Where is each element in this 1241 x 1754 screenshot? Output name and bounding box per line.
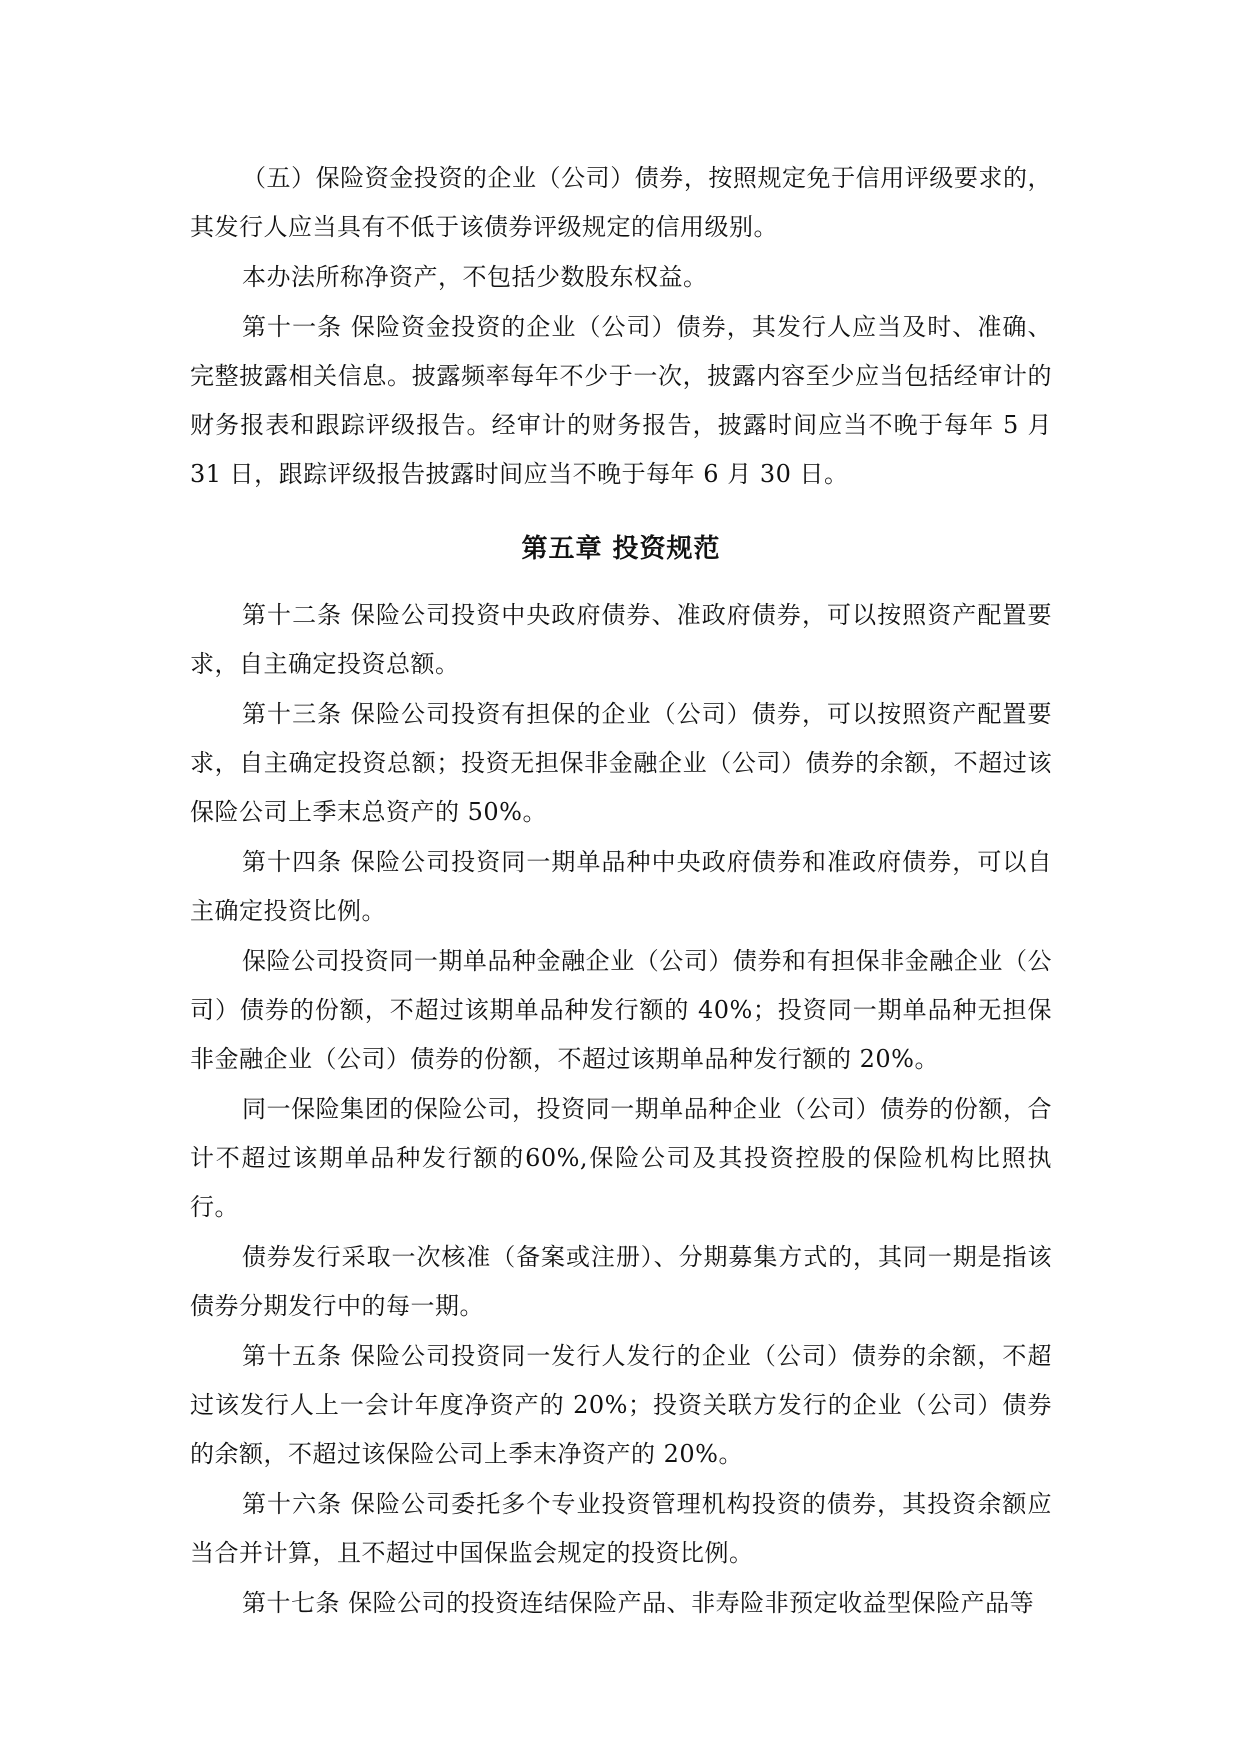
paragraph-article-11: 第十一条 保险资金投资的企业（公司）债券，其发行人应当及时、准确、完整披露相关信息。披露频率每年不少于一次，披露内容至少应当包括经审计的财务报表和跟踪评级报告。经审计的财务报告，披露时间应当不晚于每年 5 月 31 日，跟踪评级报告披露时间应当不晚于每年 6 月 30 日。 (190, 313, 1052, 488)
paragraph-article-14-part-4: 债券发行采取一次核准（备案或注册）、分期募集方式的，其同一期是指该债券分期发行中的每一期。 (190, 1243, 1052, 1320)
paragraph-article-14-part-3: 同一保险集团的保险公司，投资同一期单品种企业（公司）债券的份额，合计不超过该期单品种发行额的60%,保险公司及其投资控股的保险机构比照执行。 (190, 1095, 1052, 1221)
paragraph-net-assets-definition: 本办法所称净资产，不包括少数股东权益。 (242, 263, 708, 291)
paragraph-article-14: 第十四条 保险公司投资同一期单品种中央政府债券和准政府债券，可以自主确定投资比例。 (190, 848, 1052, 925)
paragraph-article-17: 第十七条 保险公司的投资连结保险产品、非寿险非预定收益型保险产品等 (242, 1589, 1035, 1617)
paragraph-article-14-part-2: 保险公司投资同一期单品种金融企业（公司）债券和有担保非金融企业（公司）债券的份额，不超过该期单品种发行额的 40%；投资同一期单品种无担保非金融企业（公司）债券的份额，不超过该期单品种发行额的 20%。 (190, 947, 1052, 1073)
paragraph-article-16: 第十六条 保险公司委托多个专业投资管理机构投资的债券，其投资余额应当合并计算，且不超过中国保监会规定的投资比例。 (190, 1490, 1052, 1567)
paragraph-article-13: 第十三条 保险公司投资有担保的企业（公司）债券，可以按照资产配置要求，自主确定投资总额；投资无担保非金融企业（公司）债券的余额，不超过该保险公司上季末总资产的 50%。 (190, 700, 1052, 826)
paragraph-article-15: 第十五条 保险公司投资同一发行人发行的企业（公司）债券的余额，不超过该发行人上一会计年度净资产的 20%；投资关联方发行的企业（公司）债券的余额，不超过该保险公司上季末净资产的 20%。 (190, 1342, 1052, 1468)
paragraph-item-5: （五）保险资金投资的企业（公司）债券，按照规定免于信用评级要求的，其发行人应当具有不低于该债券评级规定的信用级别。 (190, 164, 1052, 241)
chapter-title: 第五章 投资规范 (521, 534, 721, 564)
paragraph-article-12: 第十二条 保险公司投资中央政府债券、准政府债券，可以按照资产配置要求，自主确定投资总额。 (190, 601, 1052, 678)
document-page (190, 154, 1052, 1629)
